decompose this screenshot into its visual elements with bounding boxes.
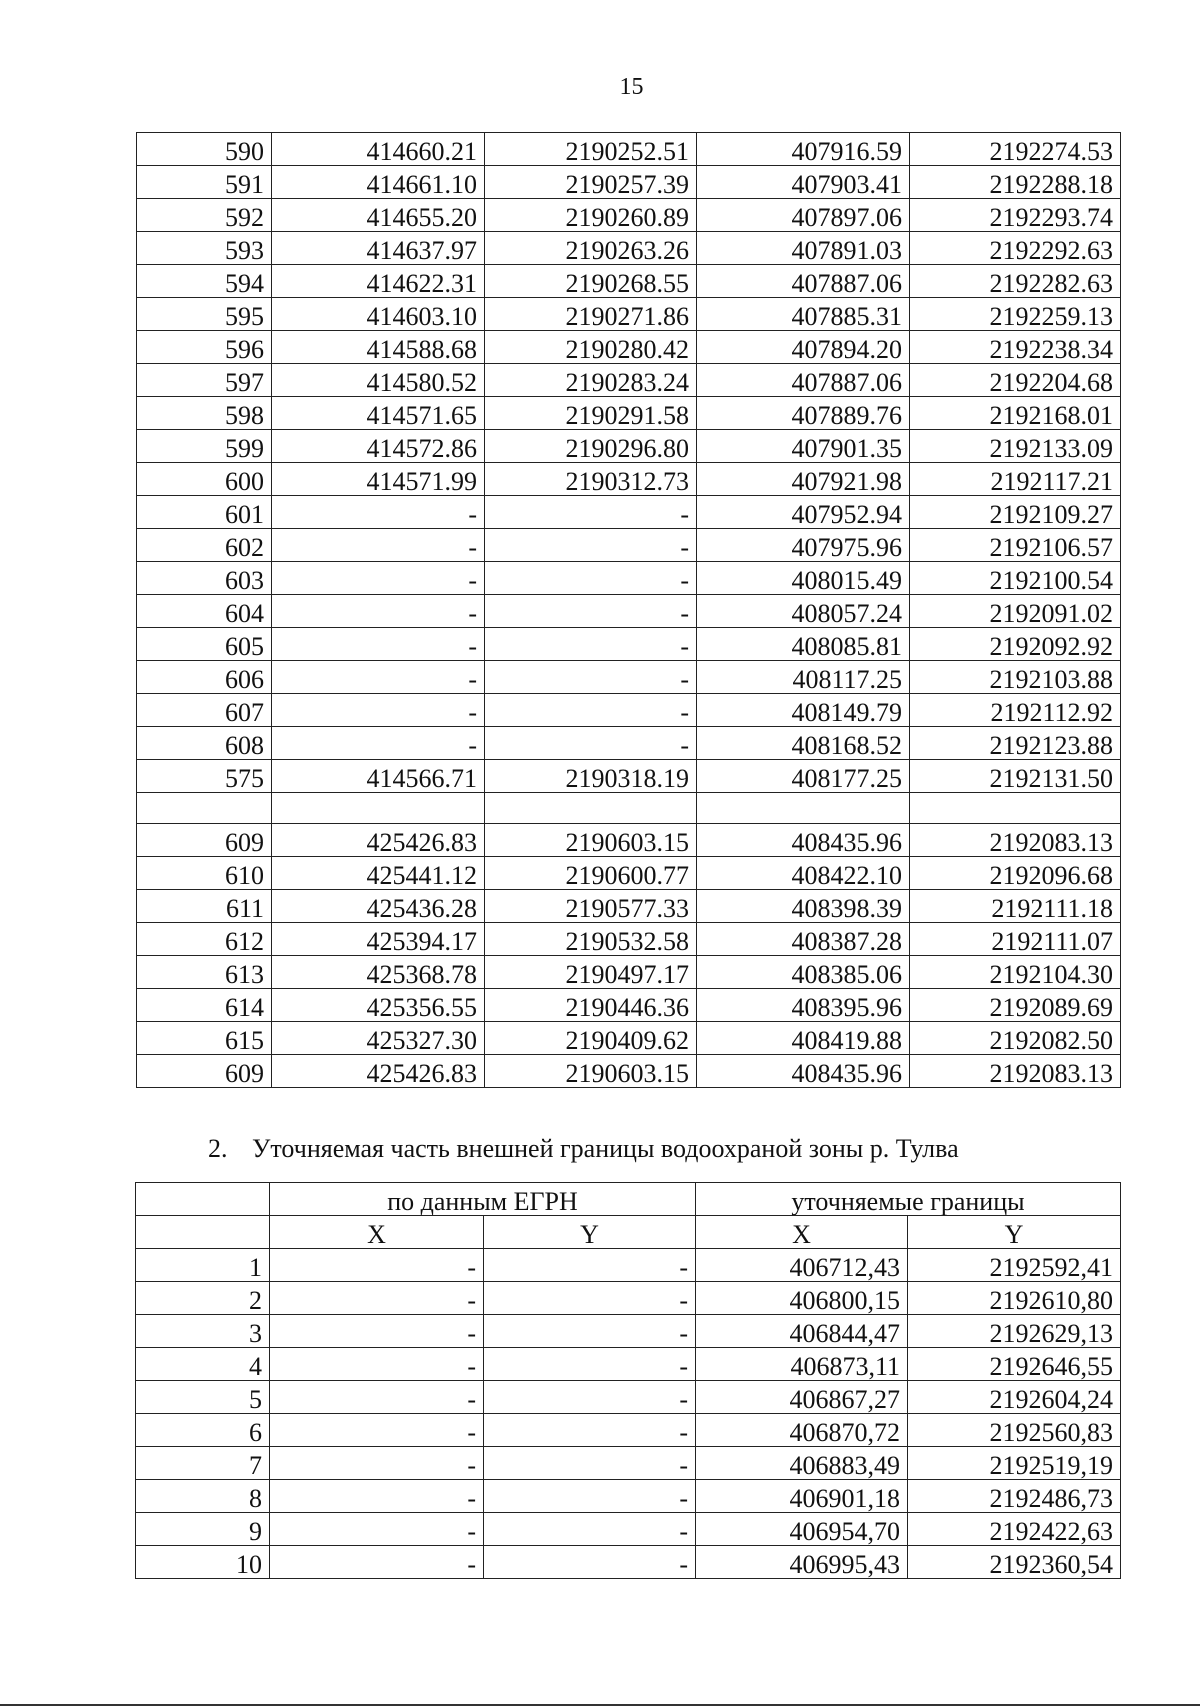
point-number-cell bbox=[137, 793, 272, 824]
egrn-x-cell: 414572.86 bbox=[272, 430, 485, 463]
table-row bbox=[137, 793, 1121, 824]
coordinates-table-1-body bbox=[137, 133, 1121, 1088]
point-number-cell: 609 bbox=[137, 824, 272, 857]
refined-x-cell: 408177.25 bbox=[697, 760, 910, 793]
egrn-x-cell: 414571.99 bbox=[272, 463, 485, 496]
refined-x-cell: 407901.35 bbox=[697, 430, 910, 463]
egrn-x-cell: - bbox=[272, 496, 485, 529]
point-number-cell: 597 bbox=[137, 364, 272, 397]
refined-x-cell: 407885.31 bbox=[697, 298, 910, 331]
refined-y-cell: 2192238.34 bbox=[910, 331, 1121, 364]
egrn-x-cell: 414655.20 bbox=[272, 199, 485, 232]
refined-y-cell: 2192282.63 bbox=[910, 265, 1121, 298]
refined-x-cell: 407887.06 bbox=[697, 364, 910, 397]
table-row bbox=[137, 298, 1121, 331]
refined-x-cell: 408015.49 bbox=[697, 562, 910, 595]
egrn-y-cell: 2190280.42 bbox=[485, 331, 697, 364]
table-2-header-refined-y: Y bbox=[908, 1216, 1121, 1249]
point-number-cell: 7 bbox=[136, 1447, 270, 1480]
egrn-y-cell: 2190603.15 bbox=[485, 824, 697, 857]
table-row bbox=[137, 628, 1121, 661]
egrn-y-cell bbox=[485, 793, 697, 824]
point-number-cell: 1 bbox=[136, 1249, 270, 1282]
table-row bbox=[137, 989, 1121, 1022]
egrn-y-cell: - bbox=[484, 1480, 696, 1513]
table-row bbox=[137, 397, 1121, 430]
table-row bbox=[137, 364, 1121, 397]
table-2-header-blank bbox=[136, 1183, 270, 1216]
egrn-y-cell: - bbox=[484, 1249, 696, 1282]
refined-y-cell: 2192104.30 bbox=[910, 956, 1121, 989]
point-number-cell: 3 bbox=[136, 1315, 270, 1348]
table-row bbox=[137, 430, 1121, 463]
refined-x-cell: 408419.88 bbox=[697, 1022, 910, 1055]
refined-y-cell: 2192111.18 bbox=[910, 890, 1121, 923]
refined-x-cell: 407952.94 bbox=[697, 496, 910, 529]
egrn-x-cell: 414661.10 bbox=[272, 166, 485, 199]
refined-y-cell: 2192111.07 bbox=[910, 923, 1121, 956]
point-number-cell: 593 bbox=[137, 232, 272, 265]
refined-x-cell: 407897.06 bbox=[697, 199, 910, 232]
point-number-cell: 602 bbox=[137, 529, 272, 562]
point-number-cell: 10 bbox=[136, 1546, 270, 1579]
refined-x-cell: 408387.28 bbox=[697, 923, 910, 956]
point-number-cell: 596 bbox=[137, 331, 272, 364]
egrn-x-cell: 425356.55 bbox=[272, 989, 485, 1022]
refined-y-cell: 2192082.50 bbox=[910, 1022, 1121, 1055]
refined-x-cell: 406873,11 bbox=[696, 1348, 908, 1381]
table-2-header-refined-x: X bbox=[696, 1216, 908, 1249]
point-number-cell: 592 bbox=[137, 199, 272, 232]
point-number-cell: 601 bbox=[137, 496, 272, 529]
point-number-cell: 611 bbox=[137, 890, 272, 923]
egrn-x-cell: - bbox=[272, 628, 485, 661]
egrn-x-cell: - bbox=[270, 1381, 484, 1414]
refined-x-cell: 408385.06 bbox=[697, 956, 910, 989]
table-row bbox=[136, 1315, 1121, 1348]
egrn-x-cell: - bbox=[272, 562, 485, 595]
table-row bbox=[137, 331, 1121, 364]
egrn-y-cell: 2190296.80 bbox=[485, 430, 697, 463]
egrn-y-cell: 2190497.17 bbox=[485, 956, 697, 989]
refined-x-cell: 406870,72 bbox=[696, 1414, 908, 1447]
refined-x-cell: 408117.25 bbox=[697, 661, 910, 694]
table-row bbox=[137, 890, 1121, 923]
table-row bbox=[136, 1480, 1121, 1513]
egrn-y-cell: 2190318.19 bbox=[485, 760, 697, 793]
egrn-y-cell: 2190603.15 bbox=[485, 1055, 697, 1088]
refined-x-cell: 408422.10 bbox=[697, 857, 910, 890]
refined-y-cell: 2192646,55 bbox=[908, 1348, 1121, 1381]
egrn-y-cell: 2190271.86 bbox=[485, 298, 697, 331]
refined-x-cell: 406883,49 bbox=[696, 1447, 908, 1480]
refined-y-cell: 2192486,73 bbox=[908, 1480, 1121, 1513]
egrn-x-cell: 425426.83 bbox=[272, 1055, 485, 1088]
refined-x-cell: 407921.98 bbox=[697, 463, 910, 496]
point-number-cell: 615 bbox=[137, 1022, 272, 1055]
refined-y-cell: 2192117.21 bbox=[910, 463, 1121, 496]
egrn-y-cell: - bbox=[485, 727, 697, 760]
refined-y-cell: 2192112.92 bbox=[910, 694, 1121, 727]
table-2-header-blank bbox=[136, 1216, 270, 1249]
refined-y-cell: 2192629,13 bbox=[908, 1315, 1121, 1348]
refined-y-cell: 2192106.57 bbox=[910, 529, 1121, 562]
egrn-y-cell: 2190312.73 bbox=[485, 463, 697, 496]
egrn-x-cell: 414637.97 bbox=[272, 232, 485, 265]
refined-x-cell: 408435.96 bbox=[697, 824, 910, 857]
table-2-header-refined: уточняемые границы bbox=[696, 1183, 1121, 1216]
refined-x-cell: 406800,15 bbox=[696, 1282, 908, 1315]
refined-x-cell: 408395.96 bbox=[697, 989, 910, 1022]
section-2-number: 2. bbox=[208, 1134, 228, 1163]
coordinates-table-2 bbox=[135, 1182, 1121, 1579]
refined-x-cell: 407916.59 bbox=[697, 133, 910, 166]
section-2-title: Уточняемая часть внешней границы водоохраной зоны р. Тулва bbox=[252, 1134, 959, 1163]
refined-y-cell: 2192292.63 bbox=[910, 232, 1121, 265]
table-row bbox=[137, 727, 1121, 760]
egrn-y-cell: 2190291.58 bbox=[485, 397, 697, 430]
table-row bbox=[136, 1546, 1121, 1579]
refined-x-cell: 406867,27 bbox=[696, 1381, 908, 1414]
point-number-cell: 605 bbox=[137, 628, 272, 661]
table-2-group-header-row bbox=[136, 1183, 1121, 1216]
refined-x-cell: 406901,18 bbox=[696, 1480, 908, 1513]
refined-y-cell: 2192288.18 bbox=[910, 166, 1121, 199]
table-row bbox=[137, 529, 1121, 562]
egrn-y-cell: - bbox=[485, 595, 697, 628]
refined-x-cell: 408085.81 bbox=[697, 628, 910, 661]
point-number-cell: 4 bbox=[136, 1348, 270, 1381]
egrn-x-cell: - bbox=[270, 1282, 484, 1315]
table-row bbox=[136, 1513, 1121, 1546]
point-number-cell: 610 bbox=[137, 857, 272, 890]
refined-y-cell: 2192083.13 bbox=[910, 1055, 1121, 1088]
table-row bbox=[137, 923, 1121, 956]
egrn-y-cell: - bbox=[485, 562, 697, 595]
egrn-y-cell: - bbox=[484, 1513, 696, 1546]
table-row bbox=[137, 824, 1121, 857]
refined-y-cell: 2192096.68 bbox=[910, 857, 1121, 890]
egrn-x-cell: 414660.21 bbox=[272, 133, 485, 166]
egrn-y-cell: 2190283.24 bbox=[485, 364, 697, 397]
refined-x-cell: 407889.76 bbox=[697, 397, 910, 430]
coordinates-table-1 bbox=[136, 132, 1121, 1088]
egrn-x-cell: - bbox=[270, 1348, 484, 1381]
table-row bbox=[137, 661, 1121, 694]
point-number-cell: 2 bbox=[136, 1282, 270, 1315]
egrn-x-cell: 414566.71 bbox=[272, 760, 485, 793]
refined-x-cell: 406844,47 bbox=[696, 1315, 908, 1348]
refined-y-cell: 2192089.69 bbox=[910, 989, 1121, 1022]
refined-x-cell: 406712,43 bbox=[696, 1249, 908, 1282]
refined-y-cell: 2192131.50 bbox=[910, 760, 1121, 793]
point-number-cell: 606 bbox=[137, 661, 272, 694]
point-number-cell: 590 bbox=[137, 133, 272, 166]
point-number-cell: 5 bbox=[136, 1381, 270, 1414]
egrn-x-cell: 425426.83 bbox=[272, 824, 485, 857]
table-row bbox=[137, 694, 1121, 727]
point-number-cell: 575 bbox=[137, 760, 272, 793]
egrn-y-cell: 2190446.36 bbox=[485, 989, 697, 1022]
refined-x-cell: 407891.03 bbox=[697, 232, 910, 265]
egrn-x-cell: - bbox=[270, 1447, 484, 1480]
egrn-x-cell: - bbox=[270, 1546, 484, 1579]
egrn-y-cell: 2190268.55 bbox=[485, 265, 697, 298]
table-2-header-egrn: по данным ЕГРН bbox=[270, 1183, 696, 1216]
point-number-cell: 614 bbox=[137, 989, 272, 1022]
egrn-y-cell: - bbox=[485, 529, 697, 562]
table-row bbox=[137, 166, 1121, 199]
table-row bbox=[136, 1447, 1121, 1480]
egrn-y-cell: 2190600.77 bbox=[485, 857, 697, 890]
egrn-y-cell: - bbox=[484, 1348, 696, 1381]
egrn-y-cell: 2190257.39 bbox=[485, 166, 697, 199]
egrn-x-cell: 425327.30 bbox=[272, 1022, 485, 1055]
point-number-cell: 609 bbox=[137, 1055, 272, 1088]
egrn-x-cell: 414571.65 bbox=[272, 397, 485, 430]
point-number-cell: 598 bbox=[137, 397, 272, 430]
refined-y-cell: 2192293.74 bbox=[910, 199, 1121, 232]
table-row bbox=[137, 265, 1121, 298]
table-row bbox=[136, 1414, 1121, 1447]
egrn-y-cell: 2190263.26 bbox=[485, 232, 697, 265]
egrn-y-cell: - bbox=[484, 1381, 696, 1414]
point-number-cell: 599 bbox=[137, 430, 272, 463]
egrn-x-cell: 414622.31 bbox=[272, 265, 485, 298]
table-2-header-egrn-x: X bbox=[270, 1216, 484, 1249]
refined-x-cell: 408168.52 bbox=[697, 727, 910, 760]
refined-x-cell: 407975.96 bbox=[697, 529, 910, 562]
refined-x-cell: 408435.96 bbox=[697, 1055, 910, 1088]
refined-x-cell: 407903.41 bbox=[697, 166, 910, 199]
refined-y-cell: 2192133.09 bbox=[910, 430, 1121, 463]
point-number-cell: 600 bbox=[137, 463, 272, 496]
table-row bbox=[136, 1249, 1121, 1282]
refined-y-cell: 2192083.13 bbox=[910, 824, 1121, 857]
point-number-cell: 608 bbox=[137, 727, 272, 760]
table-row bbox=[137, 857, 1121, 890]
refined-y-cell: 2192109.27 bbox=[910, 496, 1121, 529]
table-row bbox=[136, 1381, 1121, 1414]
egrn-y-cell: - bbox=[485, 628, 697, 661]
table-row bbox=[137, 760, 1121, 793]
refined-x-cell: 408149.79 bbox=[697, 694, 910, 727]
refined-x-cell: 408398.39 bbox=[697, 890, 910, 923]
egrn-x-cell: - bbox=[270, 1249, 484, 1282]
egrn-y-cell: 2190409.62 bbox=[485, 1022, 697, 1055]
refined-y-cell: 2192168.01 bbox=[910, 397, 1121, 430]
egrn-x-cell: - bbox=[272, 661, 485, 694]
refined-y-cell: 2192360,54 bbox=[908, 1546, 1121, 1579]
table-row bbox=[136, 1282, 1121, 1315]
refined-x-cell: 407894.20 bbox=[697, 331, 910, 364]
refined-y-cell: 2192204.68 bbox=[910, 364, 1121, 397]
egrn-y-cell: 2190532.58 bbox=[485, 923, 697, 956]
point-number-cell: 8 bbox=[136, 1480, 270, 1513]
egrn-y-cell: - bbox=[485, 496, 697, 529]
coordinates-table-2-body bbox=[136, 1249, 1121, 1579]
refined-y-cell: 2192592,41 bbox=[908, 1249, 1121, 1282]
point-number-cell: 594 bbox=[137, 265, 272, 298]
point-number-cell: 595 bbox=[137, 298, 272, 331]
page-number: 15 bbox=[619, 74, 644, 100]
table-row bbox=[137, 956, 1121, 989]
egrn-x-cell: - bbox=[270, 1513, 484, 1546]
egrn-x-cell bbox=[272, 793, 485, 824]
bottom-rule bbox=[0, 1704, 1200, 1706]
egrn-y-cell: - bbox=[484, 1282, 696, 1315]
egrn-y-cell: - bbox=[485, 661, 697, 694]
egrn-y-cell: 2190577.33 bbox=[485, 890, 697, 923]
egrn-x-cell: - bbox=[272, 694, 485, 727]
refined-x-cell: 407887.06 bbox=[697, 265, 910, 298]
point-number-cell: 612 bbox=[137, 923, 272, 956]
refined-y-cell bbox=[910, 793, 1121, 824]
refined-y-cell: 2192604,24 bbox=[908, 1381, 1121, 1414]
refined-y-cell: 2192274.53 bbox=[910, 133, 1121, 166]
egrn-y-cell: - bbox=[484, 1414, 696, 1447]
egrn-x-cell: - bbox=[270, 1480, 484, 1513]
egrn-y-cell: - bbox=[484, 1447, 696, 1480]
egrn-x-cell: - bbox=[270, 1414, 484, 1447]
point-number-cell: 607 bbox=[137, 694, 272, 727]
table-row bbox=[137, 199, 1121, 232]
point-number-cell: 591 bbox=[137, 166, 272, 199]
table-row bbox=[137, 1055, 1121, 1088]
refined-y-cell: 2192259.13 bbox=[910, 298, 1121, 331]
refined-y-cell: 2192092.92 bbox=[910, 628, 1121, 661]
egrn-x-cell: - bbox=[272, 595, 485, 628]
refined-y-cell: 2192560,83 bbox=[908, 1414, 1121, 1447]
refined-y-cell: 2192100.54 bbox=[910, 562, 1121, 595]
refined-y-cell: 2192519,19 bbox=[908, 1447, 1121, 1480]
table-row bbox=[136, 1348, 1121, 1381]
egrn-x-cell: 425436.28 bbox=[272, 890, 485, 923]
egrn-y-cell: - bbox=[485, 694, 697, 727]
table-row bbox=[137, 496, 1121, 529]
egrn-x-cell: 425394.17 bbox=[272, 923, 485, 956]
refined-y-cell: 2192610,80 bbox=[908, 1282, 1121, 1315]
egrn-x-cell: - bbox=[272, 529, 485, 562]
egrn-x-cell: 414603.10 bbox=[272, 298, 485, 331]
table-row bbox=[137, 595, 1121, 628]
refined-x-cell: 406954,70 bbox=[696, 1513, 908, 1546]
section-2-heading bbox=[208, 1134, 959, 1164]
refined-y-cell: 2192103.88 bbox=[910, 661, 1121, 694]
point-number-cell: 603 bbox=[137, 562, 272, 595]
egrn-y-cell: - bbox=[484, 1315, 696, 1348]
refined-y-cell: 2192091.02 bbox=[910, 595, 1121, 628]
egrn-x-cell: 425368.78 bbox=[272, 956, 485, 989]
point-number-cell: 9 bbox=[136, 1513, 270, 1546]
egrn-y-cell: 2190260.89 bbox=[485, 199, 697, 232]
table-row bbox=[137, 1022, 1121, 1055]
refined-x-cell: 406995,43 bbox=[696, 1546, 908, 1579]
table-2-header-egrn-y: Y bbox=[484, 1216, 696, 1249]
point-number-cell: 6 bbox=[136, 1414, 270, 1447]
egrn-x-cell: 414580.52 bbox=[272, 364, 485, 397]
table-row bbox=[137, 463, 1121, 496]
point-number-cell: 604 bbox=[137, 595, 272, 628]
egrn-y-cell: - bbox=[484, 1546, 696, 1579]
egrn-y-cell: 2190252.51 bbox=[485, 133, 697, 166]
refined-y-cell: 2192422,63 bbox=[908, 1513, 1121, 1546]
egrn-x-cell: 414588.68 bbox=[272, 331, 485, 364]
egrn-x-cell: - bbox=[272, 727, 485, 760]
table-2-column-header-row bbox=[136, 1216, 1121, 1249]
refined-y-cell: 2192123.88 bbox=[910, 727, 1121, 760]
table-row bbox=[137, 562, 1121, 595]
table-row bbox=[137, 232, 1121, 265]
refined-x-cell: 408057.24 bbox=[697, 595, 910, 628]
refined-x-cell bbox=[697, 793, 910, 824]
egrn-x-cell: 425441.12 bbox=[272, 857, 485, 890]
egrn-x-cell: - bbox=[270, 1315, 484, 1348]
point-number-cell: 613 bbox=[137, 956, 272, 989]
table-row bbox=[137, 133, 1121, 166]
